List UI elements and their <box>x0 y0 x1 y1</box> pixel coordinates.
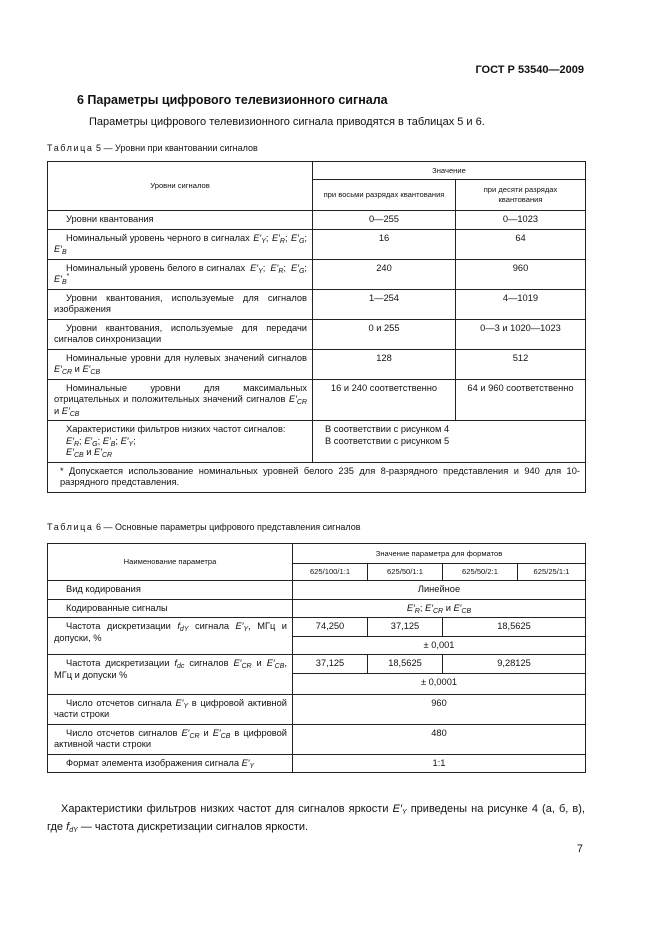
fdc-value: 18,5625 <box>368 655 443 674</box>
table6-head-value: Значение параметра для форматов <box>293 544 586 564</box>
row-value-10bit: 0—3 и 1020—1023 <box>456 319 586 349</box>
table-row <box>48 599 586 618</box>
row-label-fdc: Частота дискретизации $f_{dc}$ сигналов $E'_{CR}$ и $E'_{CB}$, МГц и допуски % <box>48 655 293 695</box>
row-label-white: Номинальный уровень белого в сигналах $E'_Y$; $E'_R$; $E'_G$; $E'_B^*$ <box>48 259 313 289</box>
fdc-value: 9,28125 <box>443 655 586 674</box>
row-value-8bit: 16 <box>313 229 456 259</box>
row-label-filters: Характеристики фильтров низких частот сигналов: $E'_R$; $E'_G$; $E'_B$; $E'_Y$; $E'_{CB}$ и $E'_{CR}$ <box>48 421 313 463</box>
row-label: Уровни квантования, используемые для передачи сигналов синхронизации <box>54 322 307 344</box>
row-label: Кодированные сигналы <box>66 602 168 613</box>
ny-value: 960 <box>293 694 586 724</box>
format-header: 625/100/1:1 <box>293 564 368 581</box>
table-row <box>48 349 586 379</box>
row-label-black: Номинальный уровень черного в сигналах $E'_Y$; $E'_R$; $E'_G$; $E'_B$ <box>48 229 313 259</box>
table-row <box>48 655 586 674</box>
table-row <box>48 694 586 724</box>
row-value-10bit: 64 и 960 соответственно <box>456 379 586 421</box>
page-number: 7 <box>576 843 583 855</box>
table-footnote-row <box>48 462 586 492</box>
table5-footnote: * Допускается использование номинальных уровней белого 235 для 8-разрядного представления и 940 для 10-разрядного представления. <box>48 462 586 492</box>
row-value-8bit: 0 и 255 <box>313 319 456 349</box>
row-value-8bit: 16 и 240 соответственно <box>313 379 456 421</box>
row-label-ny: Число отсчетов сигнала $E'_Y$ в цифровой активной части строки <box>48 694 293 724</box>
table-row <box>48 229 586 259</box>
table-row <box>48 379 586 421</box>
fd-value: 18,5625 <box>443 618 586 637</box>
table-row <box>48 259 586 289</box>
intro-paragraph: Параметры цифрового телевизионного сигнала приводятся в таблицах 5 и 6. <box>89 116 485 128</box>
section-title: 6 Параметры цифрового телевизионного сигнала <box>77 93 388 107</box>
coded-signals-value: $E'_R$; $E'_{CR}$ и $E'_{CB}$ <box>293 599 586 618</box>
row-label-zero: Номинальные уровни для нулевых значений сигналов $E'_{CR}$ и $E'_{CB}$ <box>48 349 313 379</box>
table-row <box>48 319 586 349</box>
table-row <box>48 724 586 754</box>
table5-head-col2: при десяти разрядах квантования <box>456 180 586 211</box>
row-label: Вид кодирования <box>66 584 141 594</box>
row-value-8bit: 128 <box>313 349 456 379</box>
table-row <box>48 618 586 637</box>
table6 <box>47 543 586 773</box>
fd-tolerance: ± 0,001 <box>293 636 586 655</box>
table-row <box>48 289 586 319</box>
format-header: 625/25/1:1 <box>518 564 586 581</box>
row-value-10bit: 64 <box>456 229 586 259</box>
row-label: Уровни квантования, используемые для сигналов изображения <box>54 292 307 314</box>
table5 <box>47 161 586 493</box>
table6-caption: Таблица 6 — Основные параметры цифрового представления сигналов <box>47 522 361 532</box>
row-label-format: Формат элемента изображения сигнала $E'_Y$ <box>48 754 293 773</box>
fdc-tolerance: ± 0,0001 <box>293 673 586 694</box>
nc-value: 480 <box>293 724 586 754</box>
table-row <box>48 754 586 773</box>
row-value-10bit: 512 <box>456 349 586 379</box>
format-header: 625/50/1:1 <box>368 564 443 581</box>
fd-value: 74,250 <box>293 618 368 637</box>
row-label-fd: Частота дискретизации $f_{dY}$ сигнала $E'_Y$, МГц и допуски, % <box>48 618 293 655</box>
row-value-8bit: 240 <box>313 259 456 289</box>
row-value-10bit: 0—1023 <box>456 211 586 230</box>
format-value: 1:1 <box>293 754 586 773</box>
table5-head-col1: при восьми разрядах квантования <box>313 180 456 211</box>
closing-paragraph: Характеристики фильтров низких частот для сигналов яркости $E'_Y$ приведены на рисунке 4 (а, б, в), где $f_{dY}$ — частота дискретизации сигналов яркости. <box>47 803 585 834</box>
table5-head-value: Значение <box>313 162 586 180</box>
format-header: 625/50/2:1 <box>443 564 518 581</box>
fd-value: 37,125 <box>368 618 443 637</box>
row-value-10bit: 4—1019 <box>456 289 586 319</box>
fdc-value: 37,125 <box>293 655 368 674</box>
row-value-8bit: 0—255 <box>313 211 456 230</box>
row-label: Уровни квантования <box>66 214 154 224</box>
table5-head-param: Уровни сигналов <box>48 162 313 211</box>
row-label-nc: Число отсчетов сигналов $E'_{CR}$ и $E'_{CB}$ в цифровой активной части строки <box>48 724 293 754</box>
table-row <box>48 211 586 230</box>
document-id: ГОСТ Р 53540—2009 <box>475 64 584 76</box>
table5-caption: Таблица 5 — Уровни при квантовании сигналов <box>47 143 258 153</box>
row-value-8bit: 1—254 <box>313 289 456 319</box>
row-value-10bit: 960 <box>456 259 586 289</box>
coding-value: Линейное <box>293 581 586 600</box>
filters-reference: В соответствии с рисунком 4 В соответствии с рисунком 5 <box>313 421 586 463</box>
table-row <box>48 421 586 463</box>
table-row <box>48 581 586 600</box>
table6-head-param: Наименование параметра <box>48 544 293 581</box>
row-label-max: Номинальные уровни для максимальных отрицательных и положительных значений сигналов $E'_{CR}$ и $E'_{CB}$ <box>48 379 313 421</box>
